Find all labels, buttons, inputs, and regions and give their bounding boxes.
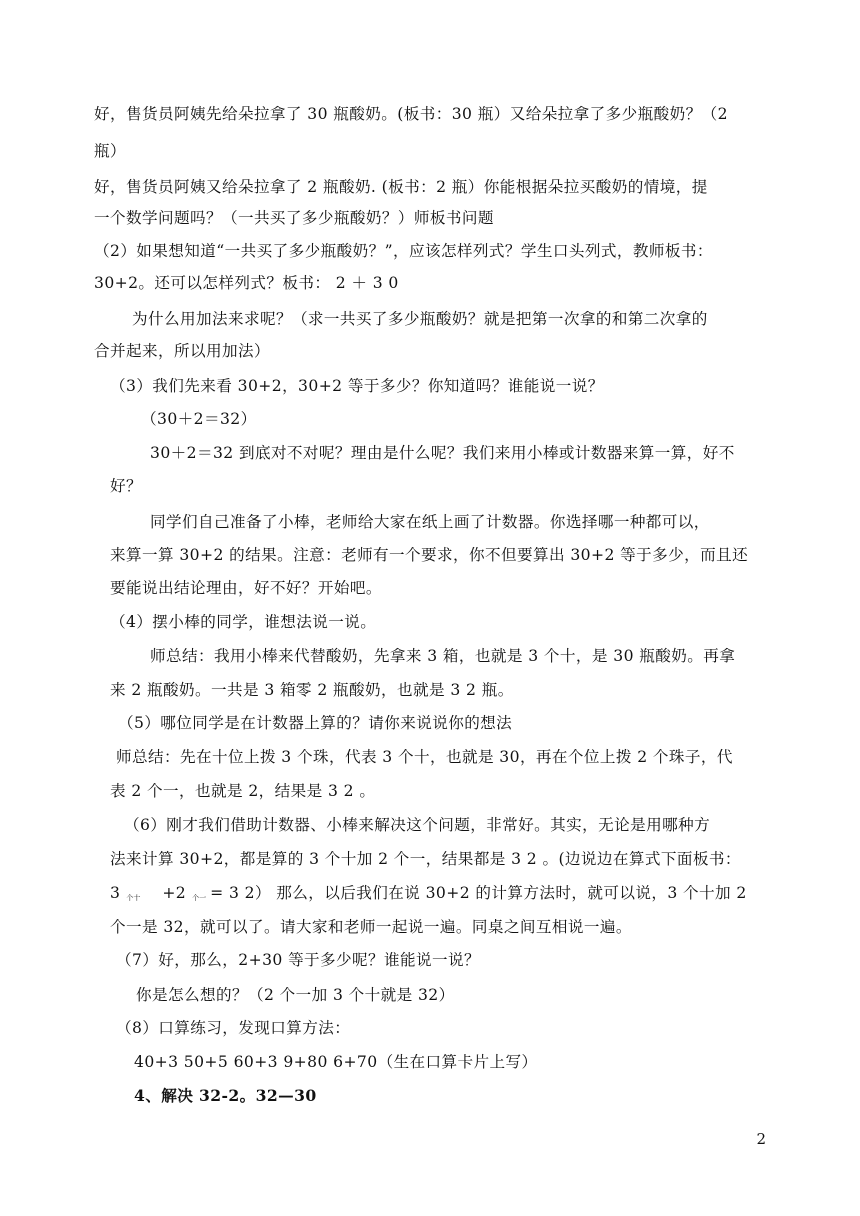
text-line-29: 40+3 50+5 60+3 9+80 6+70（生在口算卡片上写） [134,1053,538,1071]
text-line-1: 好，售货员阿姨先给朵拉拿了 30 瓶酸奶。(板书：30 瓶）又给朵拉拿了多少瓶酸奶？（2 [94,105,728,123]
text-line-24: ） 那么，以后我们在说 30+2 的计算方法时，就可以说，3 个十加 2 [254,884,747,902]
formula-part-2: +2 [162,884,187,902]
text-line-26: （7）好，那么，2+30 等于多少呢？谁能说一说？ [116,951,480,969]
text-line-11: 30＋2＝32 到底对不对呢？理由是什么呢？我们来用小棒或计数器来算一算，好不 [150,444,735,462]
formula-sub-1: 个十 [126,894,141,902]
text-line-25-prefix: 个 [110,918,126,936]
text-line-19: （5）哪位同学是在计数器上算的？请你来说说你的想法 [118,714,513,732]
formula-part-1: 3 [110,884,121,902]
text-line-12: 好？ [110,477,142,495]
text-line-2: 瓶） [94,142,126,160]
text-line-25-body: 一是 32，就可以了。请大家和老师一起说一遍。同桌之间互相说一遍。 [126,918,632,936]
text-line-6: 30+2。还可以怎样列式？板书： 2 ＋ 3 0 [94,274,399,292]
text-line-7: 为什么用加法来求呢？（求一共买了多少瓶酸奶？就是把第一次拿的和第二次拿的 [132,310,708,328]
text-line-21: 表 2 个一，也就是 2，结果是 3 2 。 [110,782,376,800]
text-line-4: 一个数学问题吗？（一共买了多少瓶酸奶？）师板书问题 [94,209,494,227]
text-line-18: 来 2 瓶酸奶。一共是 3 箱零 2 瓶酸奶，也就是 3 2 瓶。 [110,681,514,699]
text-line-16: （4）摆小棒的同学，谁想法说一说。 [110,613,377,631]
text-line-17: 师总结：我用小棒来代替酸奶，先拿来 3 箱，也就是 3 个十，是 30 瓶酸奶。再拿 [150,647,736,665]
section-heading: 4、解决 32-2。32—30 [134,1086,317,1105]
text-line-14: 来算一算 30+2 的结果。注意：老师有一个要求，你不但要算出 30+2 等于多少，而且还 [110,546,749,564]
text-line-28: （8）口算练习，发现口算方法： [116,1019,351,1037]
text-line-15: 要能说出结论理由，好不好？开始吧。 [110,579,382,597]
text-line-5: （2）如果想知道“一共买了多少瓶酸奶？”，应该怎样列式？学生口头列式，教师板书： [94,242,713,260]
text-line-10: （30＋2＝32） [141,410,257,428]
text-line-27: 你是怎么想的？（2 个一加 3 个十就是 32） [136,986,455,1004]
text-line-8: 合并起来，所以用加法） [94,342,270,360]
text-line-22: （6）刚才我们借助计数器、小棒来解决这个问题，非常好。其实，无论是用哪种方 [124,816,711,834]
formula-sub-2: 个一 [192,894,207,902]
formula-line [110,883,747,908]
text-line-9: （3）我们先来看 30+2，30+2 等于多少？你知道吗？谁能说一说？ [110,377,604,395]
text-line-13: 同学们自己准备了小棒，老师给大家在纸上画了计数器。你选择哪一种都可以， [150,513,710,531]
page-number: 2 [756,1130,766,1148]
text-line-20: 师总结：先在十位上拨 3 个珠，代表 3 个十，也就是 30，再在个位上拨 2 个珠子，代 [116,748,733,766]
text-line-3: 好，售货员阿姨又给朵拉拿了 2 瓶酸奶. (板书：2 瓶）你能根据朵拉买酸奶的情境，提 [94,178,708,196]
text-line-23: 法来计算 30+2，都是算的 3 个十加 2 个一，结果都是 3 2 。(边说边在算式下面板书： [110,850,741,868]
text-line-25 [110,917,632,937]
formula-part-3: = 3 2 [210,884,255,902]
